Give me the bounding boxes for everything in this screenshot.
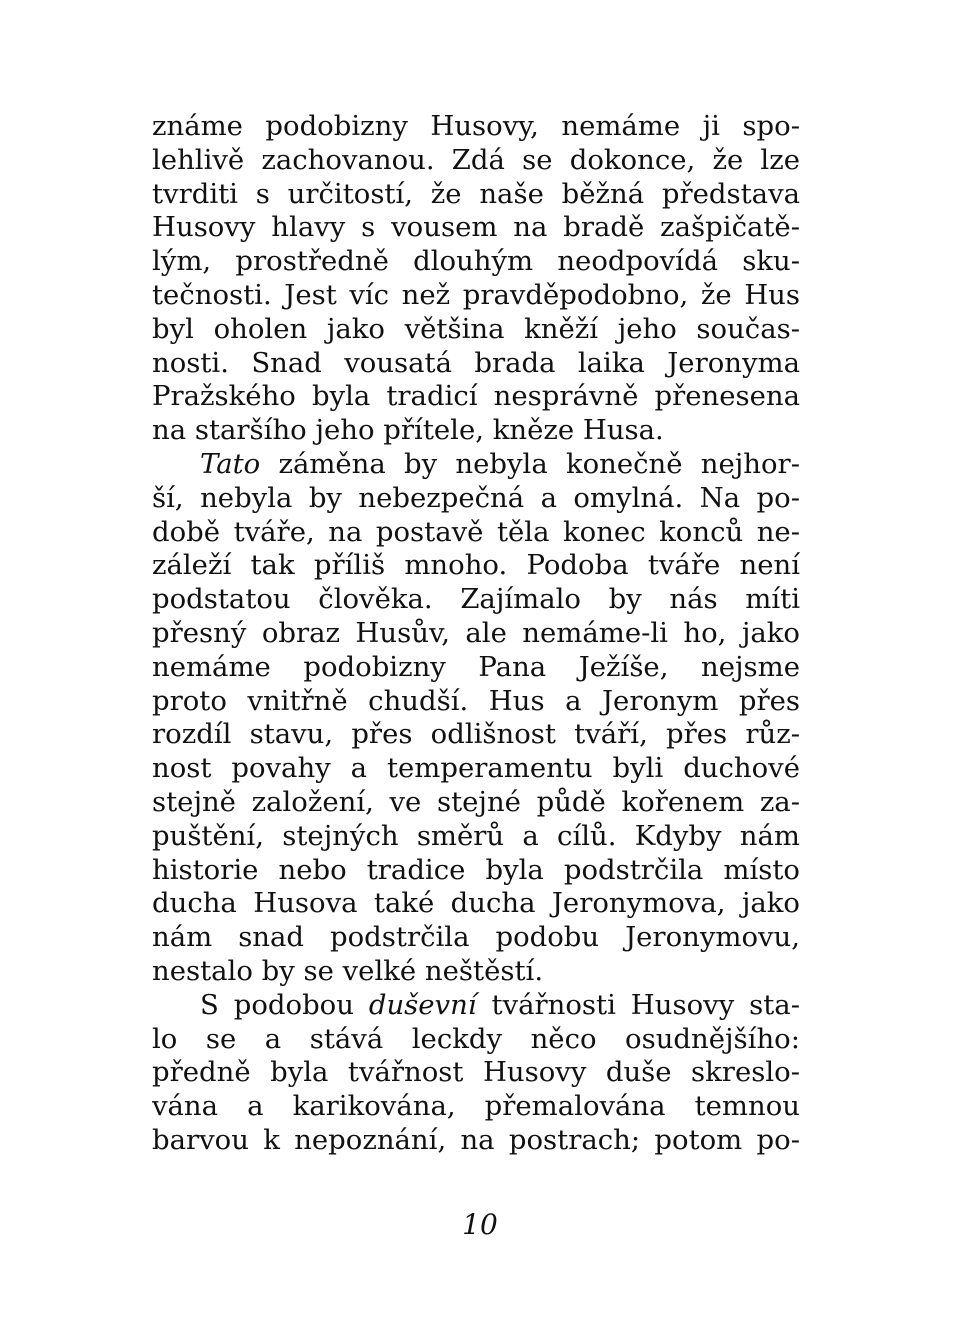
- text-line: nemáme podobizny Pana Ježíše, nejsme: [152, 650, 800, 683]
- text-span: tvářnosti Husovy sta-: [476, 988, 800, 1021]
- text-line: tvrditi s určitostí, že naše běžná představa: [152, 177, 800, 210]
- text-line: historie nebo tradice byla podstrčila místo: [152, 853, 800, 886]
- italic-word: duševní: [368, 988, 477, 1021]
- text-line: známe podobizny Husovy, nemáme ji spo-: [152, 110, 800, 142]
- text-line: nestalo by se velké neštěstí.: [152, 954, 544, 987]
- body-text: [152, 110, 800, 1158]
- text-line: záleží tak příliš mnoho. Podoba tváře není: [152, 549, 800, 582]
- text-line: lým, prostředně dlouhým neodpovídá sku-: [152, 245, 800, 278]
- text-line: lehlivě zachovanou. Zdá se dokonce, že lze: [152, 143, 800, 176]
- text-line: Pražského byla tradicí nesprávně přenesena: [152, 380, 800, 413]
- text-line: proto vnitřně chudší. Hus a Jeronym přes: [152, 684, 800, 717]
- text-line: [152, 448, 800, 482]
- text-line: [152, 989, 800, 1023]
- text-line: puštění, stejných směrů a cílů. Kdyby nám: [152, 819, 800, 852]
- text-line: ducha Husova také ducha Jeronymova, jako: [152, 887, 800, 920]
- text-line: nám snad podstrčila podobu Jeronymovu,: [152, 921, 800, 954]
- text-line: nost povahy a temperamentu byli duchové: [152, 752, 800, 785]
- text-line: lo se a stává leckdy něco osudnějšího:: [152, 1022, 800, 1055]
- text-line: barvou k nepoznání, na postrach; potom po-: [152, 1123, 800, 1156]
- page-number: 10: [462, 1208, 498, 1241]
- text-line: tečnosti. Jest víc než pravděpodobno, že Hus: [152, 278, 800, 311]
- italic-word: Tato: [200, 447, 261, 480]
- text-line: předně byla tvářnost Husovy duše skreslo-: [152, 1056, 800, 1089]
- text-line: Husovy hlavy s vousem na bradě zašpičatě-: [152, 211, 800, 244]
- text-line: ší, nebyla by nebezpečná a omylná. Na po-: [152, 481, 800, 514]
- text-line: rozdíl stavu, přes odlišnost tváří, přes růz-: [152, 718, 800, 751]
- text-line: vána a karikována, přemalována temnou: [152, 1090, 800, 1123]
- text-line: době tváře, na postavě těla konec konců ne-: [152, 515, 800, 548]
- text-line: byl oholen jako většina kněží jeho součas-: [152, 312, 800, 345]
- text-line: stejně založení, ve stejné půdě kořenem za-: [152, 785, 800, 818]
- text-line: podstatou člověka. Zajímalo by nás míti: [152, 583, 800, 616]
- text-line: přesný obraz Husův, ale nemáme-li ho, jako: [152, 616, 800, 649]
- text-span: záměna by nebyla konečně nejhor-: [260, 447, 800, 480]
- text-line: nosti. Snad vousatá brada laika Jeronyma: [152, 346, 800, 379]
- text-span: S podobou: [200, 988, 369, 1021]
- text-line: na staršího jeho přítele, kněze Husa.: [152, 414, 664, 447]
